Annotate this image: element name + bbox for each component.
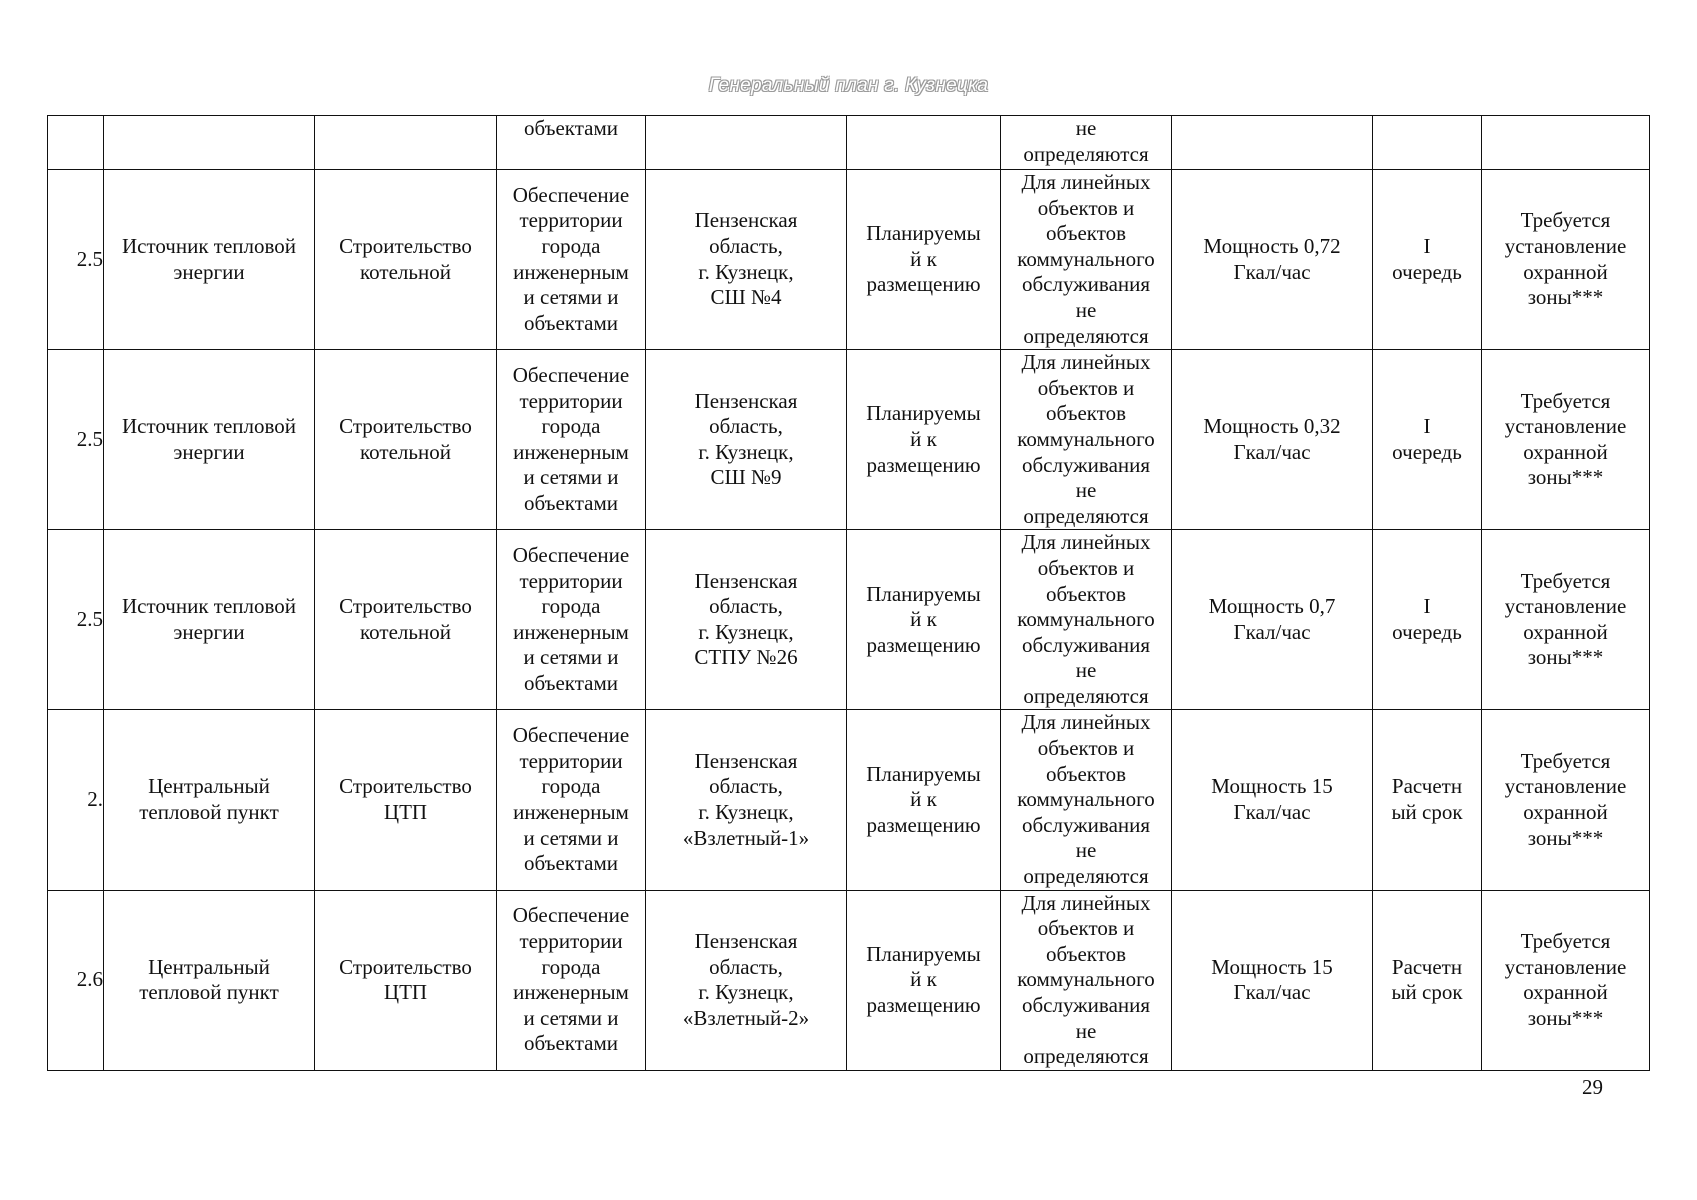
location-line: область, (709, 594, 783, 619)
object-name-line: Источник тепловой (121, 233, 297, 258)
object-name-cell (104, 350, 315, 530)
carryover-action-cell (315, 116, 497, 170)
status-cell (847, 710, 1001, 890)
stage-line: I (1423, 414, 1431, 439)
carryover-zone-line: не (1075, 116, 1097, 140)
zone-cell (1001, 170, 1172, 350)
table-row (48, 350, 1650, 530)
carryover-note-cell (1482, 116, 1650, 170)
zone-line: объектов и (1037, 555, 1135, 580)
purpose-line: и сетями и (523, 465, 619, 490)
status-line: размещению (866, 812, 981, 837)
location-line: СШ №4 (710, 285, 782, 310)
action-line: котельной (360, 259, 451, 284)
table-row (48, 710, 1650, 890)
stage-line: I (1423, 594, 1431, 619)
zone-line: не (1075, 1018, 1097, 1043)
note-line: установление (1504, 414, 1627, 439)
objects-table (47, 115, 1650, 1071)
carryover-capacity-cell (1172, 116, 1373, 170)
stage-line: очередь (1392, 439, 1462, 464)
zone-line: объектов (1045, 761, 1127, 786)
purpose-line: территории (519, 568, 623, 593)
zone-line: коммунального (1017, 246, 1155, 271)
object-name-line: тепловой пункт (139, 800, 279, 825)
stage-line: Расчетн (1391, 954, 1463, 979)
capacity-cell (1172, 170, 1373, 350)
note-line: Требуется (1520, 568, 1611, 593)
capacity-cell (1172, 350, 1373, 530)
object-name-cell (104, 170, 315, 350)
stage-line: I (1423, 233, 1431, 258)
row-number: 2.5 (76, 607, 103, 632)
zone-line: не (1075, 297, 1097, 322)
note-line: Требуется (1520, 748, 1611, 773)
zone-cell (1001, 350, 1172, 530)
status-line: й к (910, 967, 937, 992)
action-line: Строительство (339, 233, 472, 258)
note-line: Требуется (1520, 929, 1611, 954)
note-cell (1482, 170, 1650, 350)
purpose-line: территории (519, 388, 623, 413)
purpose-line: объектами (523, 1031, 619, 1056)
action-cell (315, 530, 497, 710)
note-line: охранной (1523, 980, 1608, 1005)
action-line: Строительство (339, 774, 472, 799)
status-line: размещению (866, 993, 981, 1017)
status-cell (847, 890, 1001, 1070)
purpose-line: инженерным (513, 619, 629, 644)
action-line: котельной (360, 619, 451, 644)
zone-line: обслуживания (1021, 272, 1151, 297)
zone-line: объектов и (1037, 916, 1135, 941)
purpose-line: территории (519, 929, 623, 954)
object-name-cell (104, 710, 315, 890)
capacity-cell (1172, 890, 1373, 1070)
location-cell (646, 530, 847, 710)
zone-line: коммунального (1017, 967, 1155, 992)
note-cell (1482, 890, 1650, 1070)
object-name-line: энергии (173, 619, 245, 644)
object-name-line: Источник тепловой (121, 594, 297, 619)
purpose-line: Обеспечение (512, 362, 630, 387)
capacity-line: Гкал/час (1233, 800, 1311, 825)
zone-line: коммунального (1017, 607, 1155, 632)
object-name-line: Центральный (148, 774, 270, 799)
object-name-line: Источник тепловой (121, 414, 297, 439)
zone-line: Для линейных (1021, 170, 1151, 194)
purpose-line: и сетями и (523, 645, 619, 670)
location-line: «Взлетный-2» (682, 1005, 810, 1030)
purpose-line: Обеспечение (512, 723, 630, 748)
stage-cell (1373, 530, 1482, 710)
note-line: охранной (1523, 619, 1608, 644)
location-line: г. Кузнецк, (698, 619, 794, 644)
zone-line: обслуживания (1021, 812, 1151, 837)
purpose-line: инженерным (513, 439, 629, 464)
capacity-line: Мощность 0,72 (1203, 233, 1341, 258)
location-line: СТПУ №26 (694, 645, 798, 670)
location-line: область, (709, 233, 783, 258)
status-line: Планируемы (866, 221, 981, 246)
location-line: Пензенская (694, 388, 798, 413)
object-name-line: тепловой пункт (139, 980, 279, 1005)
row-number: 2. (87, 787, 103, 812)
purpose-line: и сетями и (523, 1005, 619, 1030)
note-line: охранной (1523, 259, 1608, 284)
purpose-line: города (541, 414, 601, 439)
action-cell (315, 350, 497, 530)
note-line: Требуется (1520, 208, 1611, 233)
location-cell (646, 890, 847, 1070)
note-line: установление (1504, 233, 1627, 258)
row-number: 2.5 (76, 246, 103, 271)
capacity-line: Гкал/час (1233, 980, 1311, 1005)
note-line: зоны*** (1527, 825, 1604, 850)
note-line: установление (1504, 774, 1627, 799)
zone-line: объектов (1045, 401, 1127, 426)
zone-line: объектов и (1037, 736, 1135, 761)
row-number-cell (48, 170, 104, 350)
location-cell (646, 170, 847, 350)
purpose-line: территории (519, 748, 623, 773)
purpose-line: объектами (523, 851, 619, 876)
zone-line: не (1075, 658, 1097, 683)
carryover-num-cell (48, 116, 104, 170)
stage-cell (1373, 890, 1482, 1070)
location-line: г. Кузнецк, (698, 439, 794, 464)
location-cell (646, 710, 847, 890)
zone-line: объектов (1045, 581, 1127, 606)
object-name-line: Центральный (148, 954, 270, 979)
row-number-cell (48, 710, 104, 890)
status-line: й к (910, 426, 937, 451)
carryover-status-cell (847, 116, 1001, 170)
location-line: область, (709, 774, 783, 799)
zone-line: определяются (1023, 1044, 1149, 1069)
purpose-cell (497, 350, 646, 530)
object-name-cell (104, 530, 315, 710)
note-cell (1482, 710, 1650, 890)
object-name-cell (104, 890, 315, 1070)
zone-cell (1001, 710, 1172, 890)
carryover-row (48, 116, 1650, 170)
location-line: область, (709, 414, 783, 439)
carryover-zone-line: определяются (1023, 141, 1149, 166)
note-line: охранной (1523, 439, 1608, 464)
row-number-cell (48, 350, 104, 530)
purpose-line: Обеспечение (512, 543, 630, 568)
zone-line: определяются (1023, 864, 1149, 889)
status-line: й к (910, 246, 937, 271)
purpose-cell (497, 530, 646, 710)
capacity-line: Мощность 15 (1211, 954, 1333, 979)
action-line: Строительство (339, 414, 472, 439)
action-line: котельной (360, 439, 451, 464)
note-line: зоны*** (1527, 465, 1604, 490)
purpose-line: инженерным (513, 259, 629, 284)
note-cell (1482, 350, 1650, 530)
action-cell (315, 710, 497, 890)
purpose-line: и сетями и (523, 825, 619, 850)
row-number-cell (48, 890, 104, 1070)
purpose-cell (497, 890, 646, 1070)
zone-line: определяются (1023, 323, 1149, 348)
zone-line: объектов и (1037, 195, 1135, 220)
note-line: зоны*** (1527, 285, 1604, 310)
status-line: Планируемы (866, 581, 981, 606)
zone-line: определяются (1023, 683, 1149, 708)
location-line: Пензенская (694, 208, 798, 233)
status-cell (847, 350, 1001, 530)
purpose-line: города (541, 954, 601, 979)
purpose-cell (497, 170, 646, 350)
location-line: г. Кузнецк, (698, 259, 794, 284)
purpose-line: Обеспечение (512, 903, 630, 928)
action-cell (315, 170, 497, 350)
object-name-line: энергии (173, 439, 245, 464)
action-line: ЦТП (383, 800, 428, 825)
status-line: й к (910, 607, 937, 632)
stage-line: Расчетн (1391, 774, 1463, 799)
zone-line: обслуживания (1021, 993, 1151, 1017)
action-cell (315, 890, 497, 1070)
zone-line: Для линейных (1021, 710, 1151, 735)
stage-cell (1373, 710, 1482, 890)
zone-line: Для линейных (1021, 530, 1151, 555)
location-line: Пензенская (694, 929, 798, 954)
action-line: ЦТП (383, 980, 428, 1005)
zone-line: Для линейных (1021, 890, 1151, 915)
note-line: зоны*** (1527, 1005, 1604, 1030)
status-cell (847, 530, 1001, 710)
carryover-name-cell (104, 116, 315, 170)
zone-line: Для линейных (1021, 350, 1151, 375)
note-line: охранной (1523, 800, 1608, 825)
location-line: СШ №9 (710, 465, 782, 490)
purpose-line: Обеспечение (512, 182, 630, 207)
status-line: Планируемы (866, 941, 981, 966)
status-line: размещению (866, 452, 981, 477)
stage-line: ый срок (1391, 980, 1463, 1005)
capacity-cell (1172, 710, 1373, 890)
location-line: область, (709, 954, 783, 979)
capacity-cell (1172, 530, 1373, 710)
stage-line: очередь (1392, 259, 1462, 284)
action-line: Строительство (339, 954, 472, 979)
note-line: установление (1504, 594, 1627, 619)
note-line: зоны*** (1527, 645, 1604, 670)
purpose-line: объектами (523, 310, 619, 335)
status-line: размещению (866, 632, 981, 657)
location-line: Пензенская (694, 748, 798, 773)
zone-line: обслуживания (1021, 632, 1151, 657)
carryover-location-cell (646, 116, 847, 170)
status-cell (847, 170, 1001, 350)
zone-line: объектов и (1037, 375, 1135, 400)
zone-cell (1001, 890, 1172, 1070)
stage-cell (1373, 170, 1482, 350)
carryover-purpose-cell (497, 116, 646, 170)
purpose-line: территории (519, 208, 623, 233)
capacity-line: Мощность 15 (1211, 774, 1333, 799)
capacity-line: Гкал/час (1233, 439, 1311, 464)
row-number: 2.6 (76, 967, 103, 992)
page-header: Генеральный план г. Кузнецка (708, 75, 989, 96)
status-line: Планируемы (866, 761, 981, 786)
location-line: Пензенская (694, 568, 798, 593)
stage-line: ый срок (1391, 800, 1463, 825)
purpose-line: города (541, 233, 601, 258)
purpose-line: и сетями и (523, 285, 619, 310)
purpose-line: инженерным (513, 980, 629, 1005)
zone-cell (1001, 530, 1172, 710)
purpose-line: объектами (523, 490, 619, 515)
purpose-cell (497, 710, 646, 890)
stage-cell (1373, 350, 1482, 530)
note-line: установление (1504, 954, 1627, 979)
zone-line: определяются (1023, 503, 1149, 528)
row-number-cell (48, 530, 104, 710)
location-line: г. Кузнецк, (698, 800, 794, 825)
table-row (48, 170, 1650, 350)
status-line: й к (910, 787, 937, 812)
capacity-line: Мощность 0,7 (1208, 594, 1336, 619)
location-line: г. Кузнецк, (698, 980, 794, 1005)
status-line: Планируемы (866, 401, 981, 426)
zone-line: объектов (1045, 221, 1127, 246)
location-cell (646, 350, 847, 530)
page-number: 29 (1582, 1075, 1603, 1099)
stage-line: очередь (1392, 619, 1462, 644)
zone-line: не (1075, 838, 1097, 863)
zone-line: обслуживания (1021, 452, 1151, 477)
action-line: Строительство (339, 594, 472, 619)
carryover-zone-cell (1001, 116, 1172, 170)
zone-line: коммунального (1017, 787, 1155, 812)
status-line: размещению (866, 272, 981, 297)
row-number: 2.5 (76, 426, 103, 451)
object-name-line: энергии (173, 259, 245, 284)
purpose-line: города (541, 594, 601, 619)
capacity-line: Гкал/час (1233, 259, 1311, 284)
capacity-line: Гкал/час (1233, 619, 1311, 644)
purpose-line: объектами (523, 671, 619, 696)
location-line: «Взлетный-1» (682, 825, 810, 850)
zone-line: коммунального (1017, 426, 1155, 451)
purpose-line: инженерным (513, 800, 629, 825)
table-row (48, 890, 1650, 1070)
carryover-purpose-text: объектами (523, 116, 619, 140)
zone-line: объектов (1045, 941, 1127, 966)
capacity-line: Мощность 0,32 (1203, 414, 1341, 439)
table-row (48, 530, 1650, 710)
zone-line: не (1075, 478, 1097, 503)
carryover-stage-cell (1373, 116, 1482, 170)
purpose-line: города (541, 774, 601, 799)
note-cell (1482, 530, 1650, 710)
note-line: Требуется (1520, 388, 1611, 413)
